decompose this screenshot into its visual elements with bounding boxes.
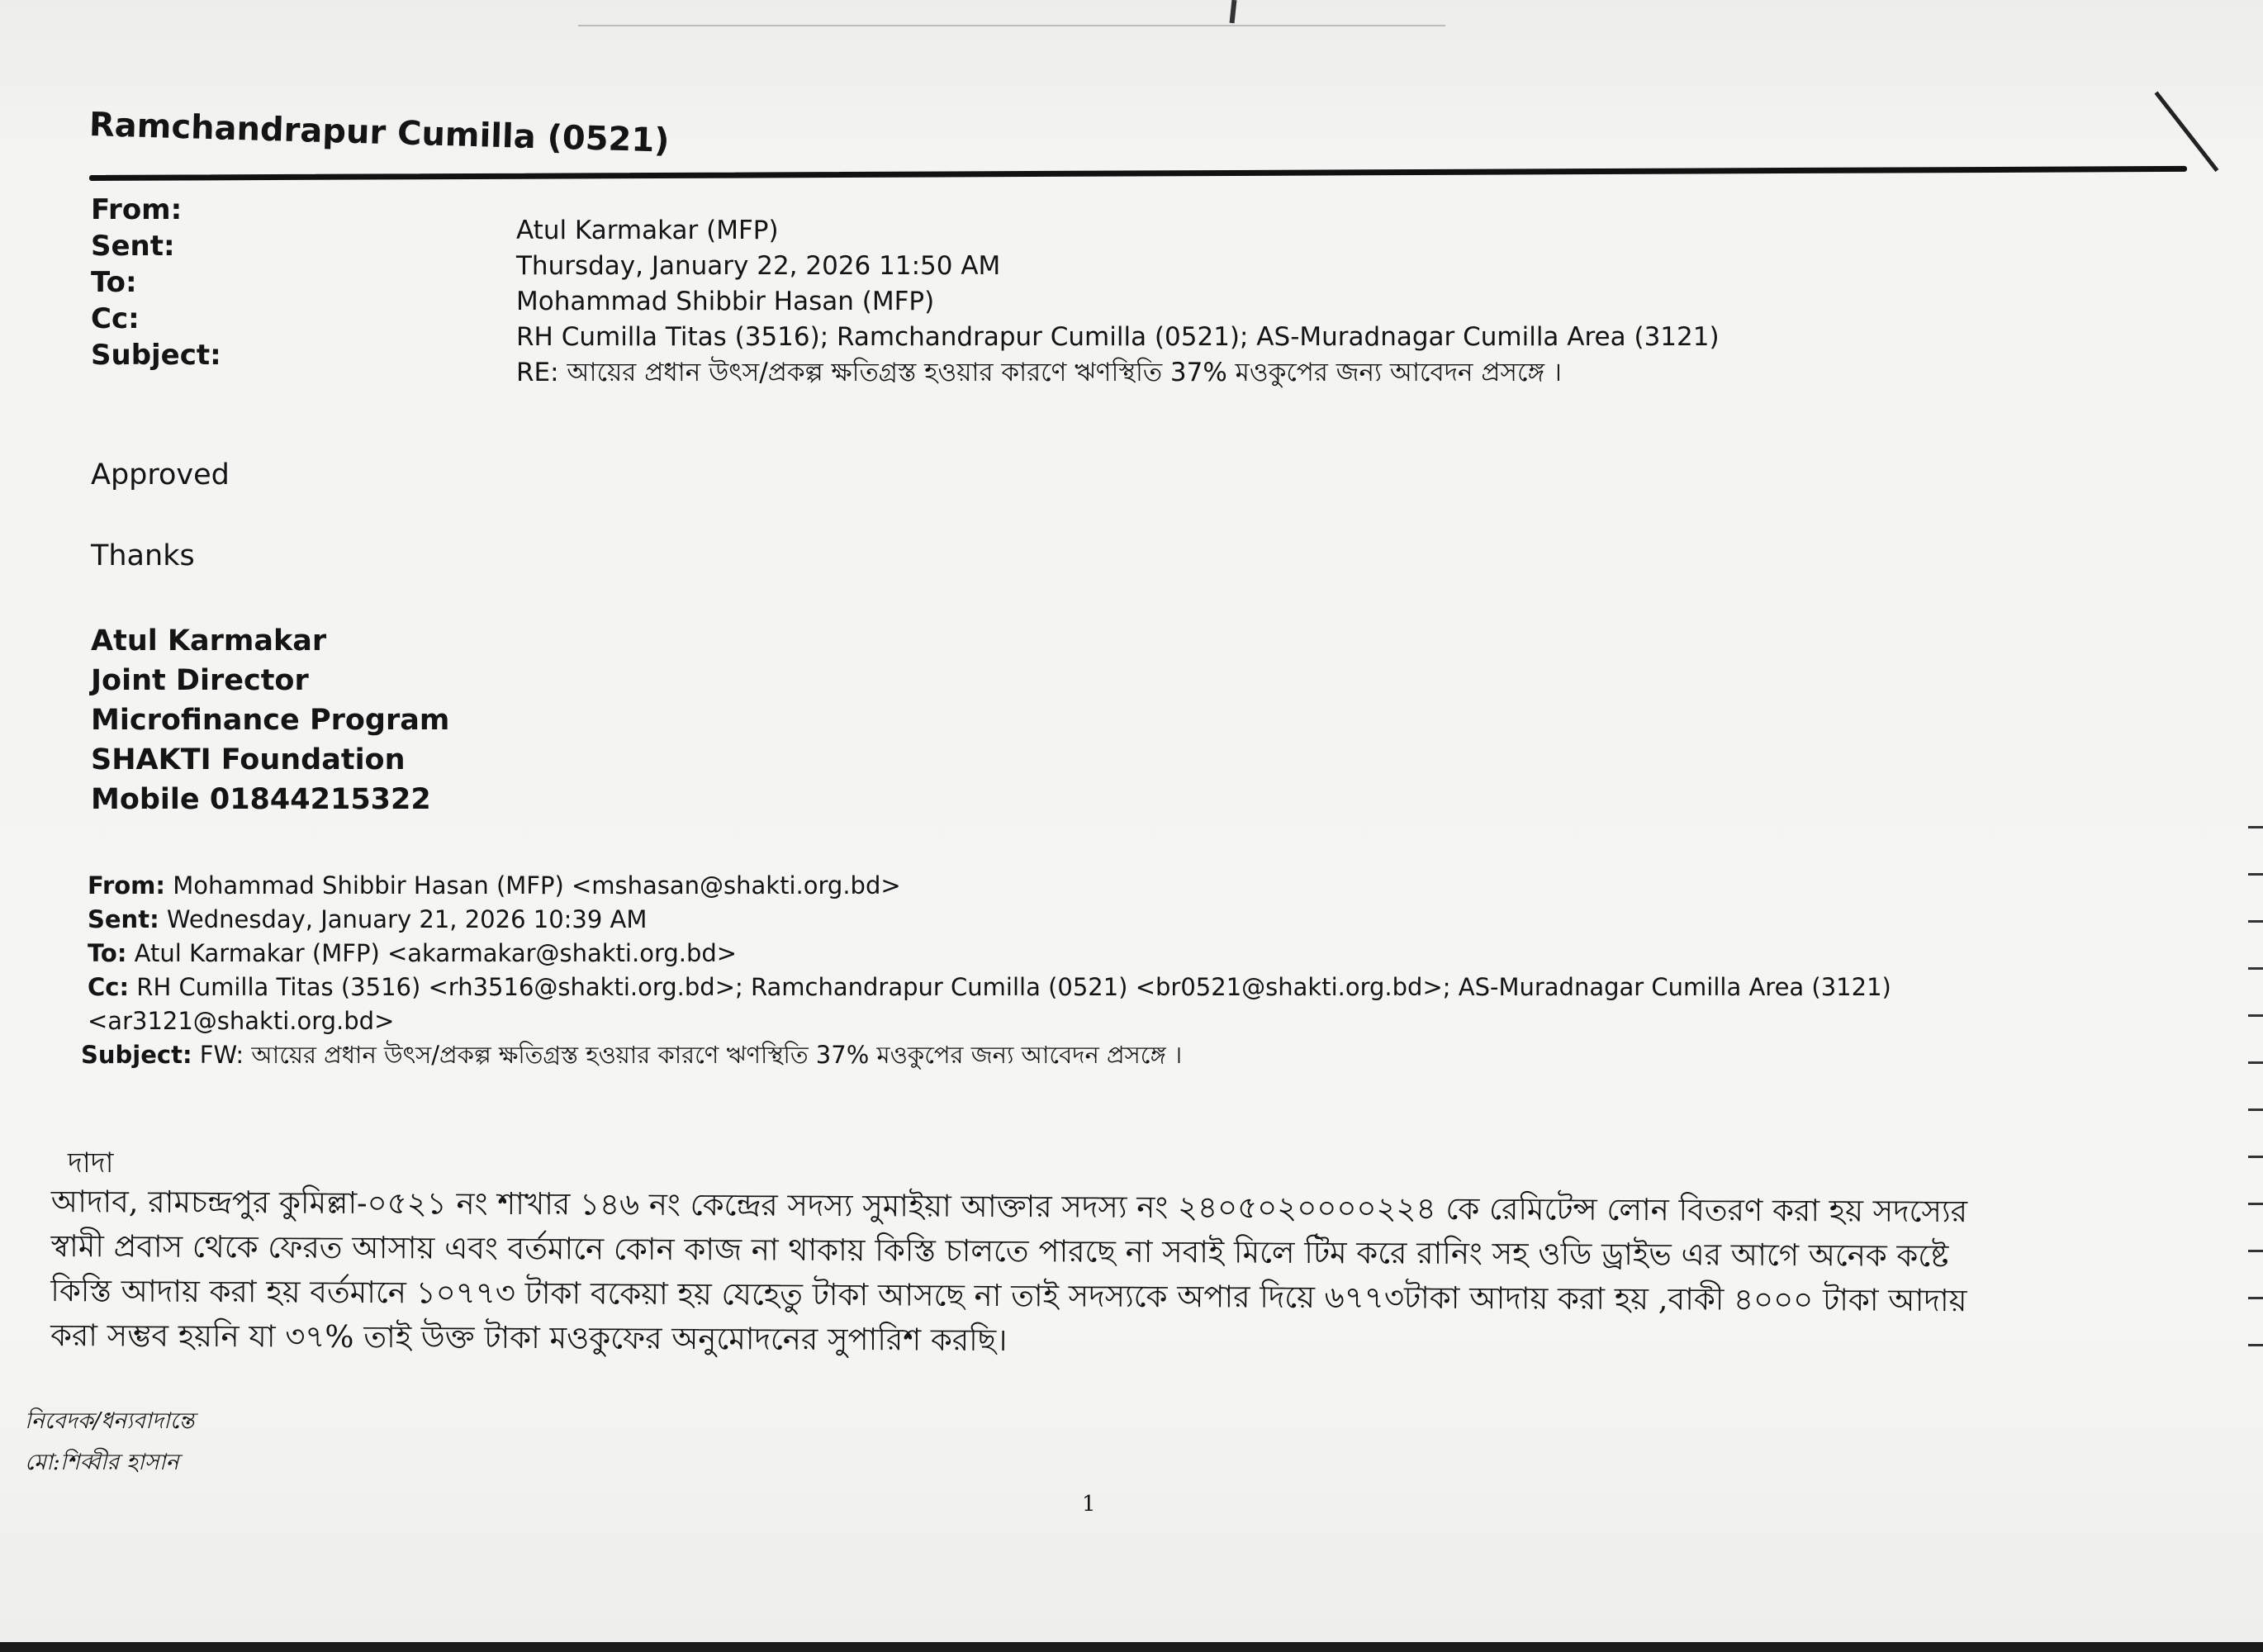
edge-tick <box>2248 1297 2263 1299</box>
fwd-sent-label: Sent: <box>88 905 159 933</box>
cc-value: RH Cumilla Titas (3516); Ramchandrapur Cumilla (0521); AS-Muradnagar Cumilla Area (3121) <box>516 322 1720 352</box>
fwd-to-value: Atul Karmakar (MFP) <akarmakar@shakti.org.bd> <box>134 939 738 967</box>
edge-tick <box>2248 1203 2263 1205</box>
edge-tick <box>2248 1108 2263 1111</box>
edge-tick <box>2248 1250 2263 1252</box>
edge-tick <box>2248 873 2263 876</box>
fwd-cc-value: RH Cumilla Titas (3516) <rh3516@shakti.org.bd>; Ramchandrapur Cumilla (0521) <br0521@shakti.org.bd>; AS-Muradnagar Cumilla Area (3121) <box>136 973 1891 1001</box>
fwd-from-value: Mohammad Shibbir Hasan (MFP) <mshasan@shakti.org.bd> <box>173 871 901 900</box>
edge-tick <box>2248 920 2263 923</box>
letter-salutation: দাদা <box>68 1146 114 1180</box>
signature-organization: SHAKTI Foundation <box>91 743 406 776</box>
subject-value: RE: আয়ের প্রধান উৎস/প্রকল্প ক্ষতিগ্রস্ত হওয়ার কারণে ঋণস্থিতি 37% মওকুপের জন্য আবেদন প্রসঙ্গে । <box>516 358 1562 387</box>
to-label: To: <box>91 266 137 299</box>
signature-mobile: Mobile 01844215322 <box>91 783 431 816</box>
closing-phrase: নিবেদক/ধন্যবাদান্তে <box>25 1408 195 1434</box>
edge-tick <box>2248 1156 2263 1158</box>
top-crease <box>578 25 1445 26</box>
signature-name: Atul Karmakar <box>91 624 327 657</box>
approved-text: Approved <box>91 458 230 491</box>
letter-closing <box>25 1401 194 1483</box>
email-header-labels <box>91 192 221 373</box>
edge-tick <box>2248 1014 2263 1017</box>
thanks-text: Thanks <box>91 539 195 572</box>
mailbox-title: Ramchandrapur Cumilla (0521) <box>88 106 671 160</box>
to-value: Mohammad Shibbir Hasan (MFP) <box>516 287 935 316</box>
letter-line-4: করা সম্ভব হয়নি যা ৩৭% তাই উক্ত টাকা মওকুফের অনুমোদনের সুপারিশ করছি। <box>50 1317 1008 1359</box>
signature-program: Microfinance Program <box>91 704 450 737</box>
sent-label: Sent: <box>91 230 175 263</box>
from-label: From: <box>91 193 183 226</box>
edge-tick <box>2248 826 2263 828</box>
fwd-sent-value: Wednesday, January 21, 2026 10:39 AM <box>166 905 648 933</box>
letter-line-3: কিস্তি আদায় করা হয় বর্তমানে ১০৭৭৩ টাকা বকেয়া হয় যেহেতু টাকা আসছে না তাই সদস্যকে অপার দিয়ে ৬৭৭৩টাকা আদায় করা হয় ,বাকী ৪০০০ টাকা আদায় <box>50 1272 1967 1319</box>
from-value: Atul Karmakar (MFP) <box>516 216 779 245</box>
subject-label: Subject: <box>91 339 221 372</box>
fwd-cc-label: Cc: <box>88 973 130 1001</box>
right-edge-marks <box>2248 826 2263 1404</box>
fwd-to-label: To: <box>88 939 127 967</box>
letter-line-1: আদাব, রামচন্দ্রপুর কুমিল্লা-০৫২১ নং শাখার ১৪৬ নং কেন্দ্রের সদস্য সুমাইয়া আক্তার সদস্য নং ২৪০৫০২০০০০২২৪ কে রেমিটেন্স লোন বিতরণ করা হয় সদস্যের <box>50 1183 1968 1230</box>
fwd-subject-value: FW: আয়ের প্রধান উৎস/প্রকল্প ক্ষতিগ্রস্ত হওয়ার কারণে ঋণস্থিতি 37% মওকুপের জন্য আবেদন প্রসঙ্গে । <box>199 1041 1183 1069</box>
edge-tick <box>2248 1344 2263 1346</box>
closing-signatory: মো:শিব্বীর হাসান <box>25 1450 179 1475</box>
edge-tick <box>2248 967 2263 970</box>
cc-label: Cc: <box>91 302 140 335</box>
bottom-edge <box>0 1642 2263 1652</box>
fwd-subject-label: Subject: <box>81 1041 192 1069</box>
fwd-cc-row <box>88 971 1891 1004</box>
email-header-values <box>516 213 1720 391</box>
signature-block <box>91 621 449 819</box>
fwd-from-row <box>88 869 1891 903</box>
fwd-sent-row <box>88 903 1891 937</box>
fwd-to-row <box>88 937 1891 971</box>
letter-line-2: স্বামী প্রবাস থেকে ফেরত আসায় এবং বর্তমানে কোন কাজ না থাকায় কিস্তি চালতে পারছে না সবাই মিলে টিম করে রানিং সহ ওডি ড্রাইভ এর আগে অনেক কষ্টে <box>50 1227 1949 1275</box>
sent-value: Thursday, January 22, 2026 11:50 AM <box>516 251 1001 281</box>
fwd-cc-continuation: <ar3121@shakti.org.bd> <box>88 1007 395 1035</box>
signature-position: Joint Director <box>91 664 309 697</box>
fwd-subject-row <box>81 1038 1891 1072</box>
forwarded-header <box>81 869 1891 1072</box>
edge-tick <box>2248 1061 2263 1064</box>
fwd-from-label: From: <box>88 871 165 900</box>
page-number: 1 <box>1082 1492 1096 1517</box>
letter-body <box>50 1180 2166 1369</box>
